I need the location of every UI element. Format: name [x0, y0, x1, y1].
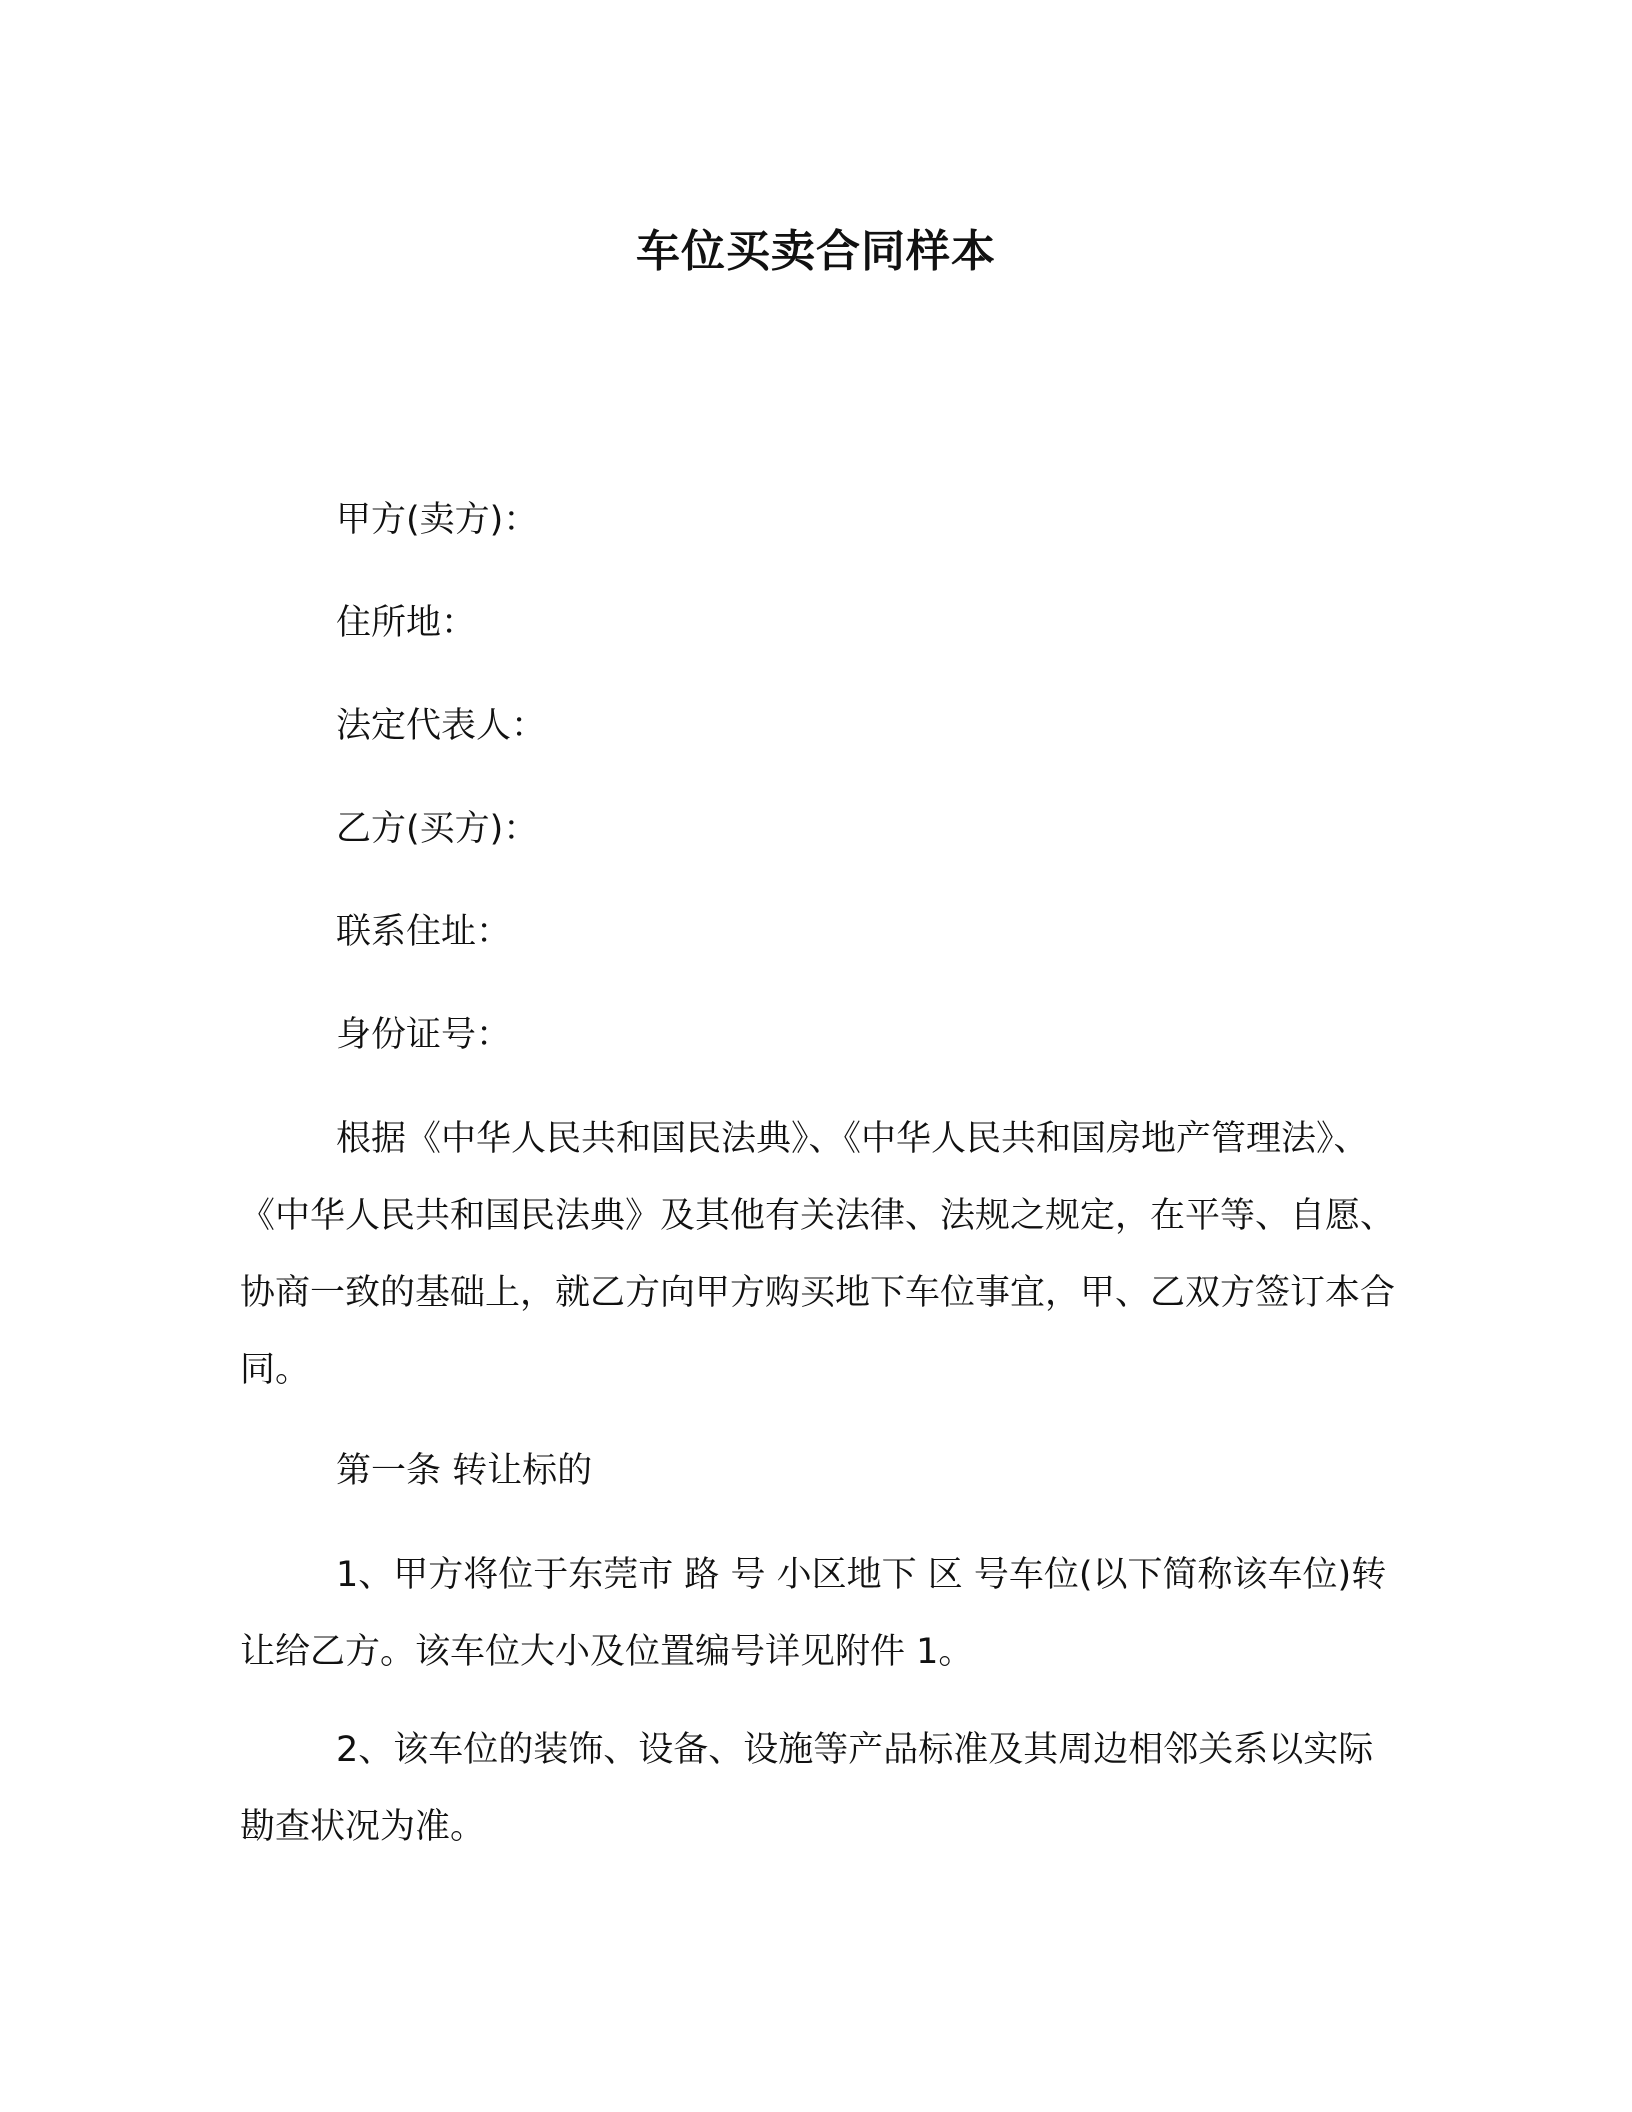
document-title: 车位买卖合同样本 — [636, 226, 996, 277]
article-1-heading: 第一条 转让标的 — [336, 1451, 593, 1491]
article-1-clause-1: 1、甲方将位于东莞市 路 号 小区地下 区 号车位(以下简称该车位)转让给乙方。该车位大小及位置编号详见附件 1。 — [240, 1555, 1387, 1672]
field-id-number: 身份证号： — [336, 1015, 512, 1055]
field-buyer: 乙方(买方)： — [336, 809, 539, 849]
field-legal-representative: 法定代表人： — [336, 706, 547, 746]
field-seller-address: 住所地： — [336, 603, 477, 643]
field-seller: 甲方(卖方)： — [336, 500, 539, 540]
field-buyer-address: 联系住址： — [336, 912, 512, 952]
preamble-paragraph: 根据《中华人民共和国民法典》、《中华人民共和国房地产管理法》、《中华人民共和国民法典》及其他有关法律、法规之规定，在平等、自愿、协商一致的基础上，就乙方向甲方购买地下车位事宜，甲、乙双方签订本合同。 — [240, 1119, 1396, 1390]
article-1-clause-2: 2、该车位的装饰、设备、设施等产品标准及其周边相邻关系以实际勘查状况为准。 — [240, 1730, 1374, 1847]
